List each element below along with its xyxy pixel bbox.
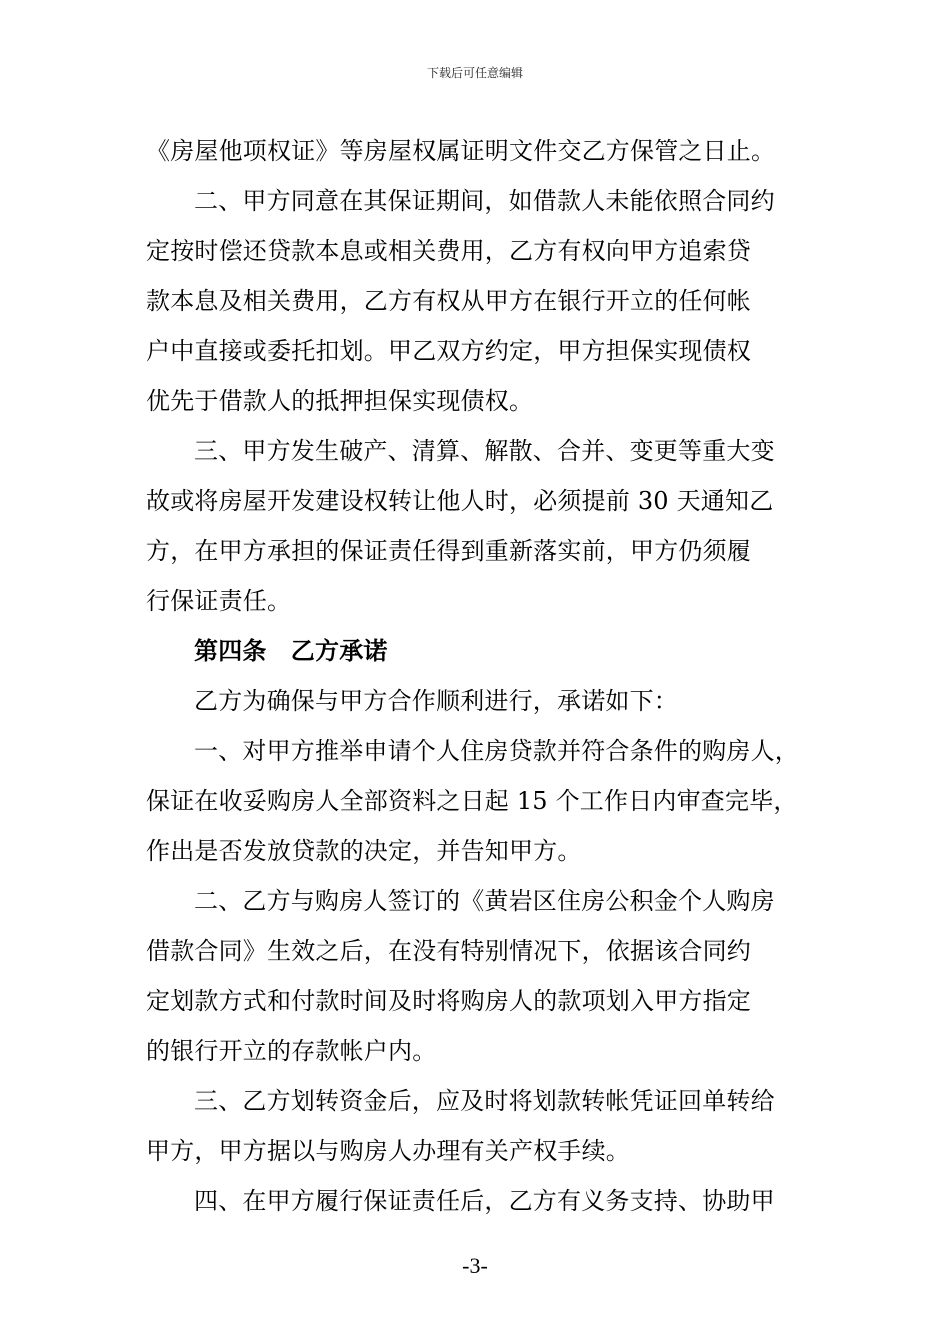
document-body: [146, 126, 816, 1226]
body-line: 甲方，甲方据以与购房人办理有关产权手续。: [146, 1137, 630, 1165]
body-line: 保证在收妥购房人全部资料之日起 15 个工作日内审查完毕，: [146, 787, 798, 815]
body-line: 方，在甲方承担的保证责任得到重新落实前，甲方仍须履: [146, 537, 751, 565]
body-line: 款本息及相关费用，乙方有权从甲方在银行开立的任何帐: [146, 287, 751, 315]
body-line: 户中直接或委托扣划。甲乙双方约定，甲方担保实现债权: [146, 337, 751, 365]
paragraph-first-line: 三、甲方发生破产、清算、解散、合并、变更等重大变: [194, 437, 775, 465]
body-line: 作出是否发放贷款的决定，并告知甲方。: [146, 837, 582, 865]
body-line: 定按时偿还贷款本息或相关费用，乙方有权向甲方追索贷: [146, 237, 751, 265]
paragraph-first-line: 二、甲方同意在其保证期间，如借款人未能依照合同约: [194, 187, 775, 215]
body-line: 借款合同》生效之后，在没有特别情况下，依据该合同约: [146, 937, 751, 965]
section-heading: 第四条 乙方承诺: [194, 636, 388, 665]
body-line: 《房屋他项权证》等房屋权属证明文件交乙方保管之日止。: [146, 137, 776, 165]
paragraph-first-line: 乙方为确保与甲方合作顺利进行，承诺如下：: [194, 687, 678, 715]
body-line: 定划款方式和付款时间及时将购房人的款项划入甲方指定: [146, 987, 751, 1015]
body-line: 故或将房屋开发建设权转让他人时，必须提前 30 天通知乙: [146, 487, 774, 515]
paragraph-first-line: 二、乙方与购房人签订的《黄岩区住房公积金个人购房: [194, 887, 775, 915]
body-line: 行保证责任。: [146, 587, 292, 615]
body-line: 优先于借款人的抵押担保实现债权。: [146, 387, 534, 415]
body-line: 的银行开立的存款帐户内。: [146, 1037, 437, 1065]
paragraph-first-line: 三、乙方划转资金后，应及时将划款转帐凭证回单转给: [194, 1087, 775, 1115]
paragraph-first-line: 一、对甲方推举申请个人住房贷款并符合条件的购房人，: [194, 737, 799, 765]
page-number: -3-: [462, 1253, 488, 1278]
page-header: 下载后可任意编辑: [426, 66, 523, 80]
paragraph-first-line: 四、在甲方履行保证责任后，乙方有义务支持、协助甲: [194, 1187, 775, 1215]
